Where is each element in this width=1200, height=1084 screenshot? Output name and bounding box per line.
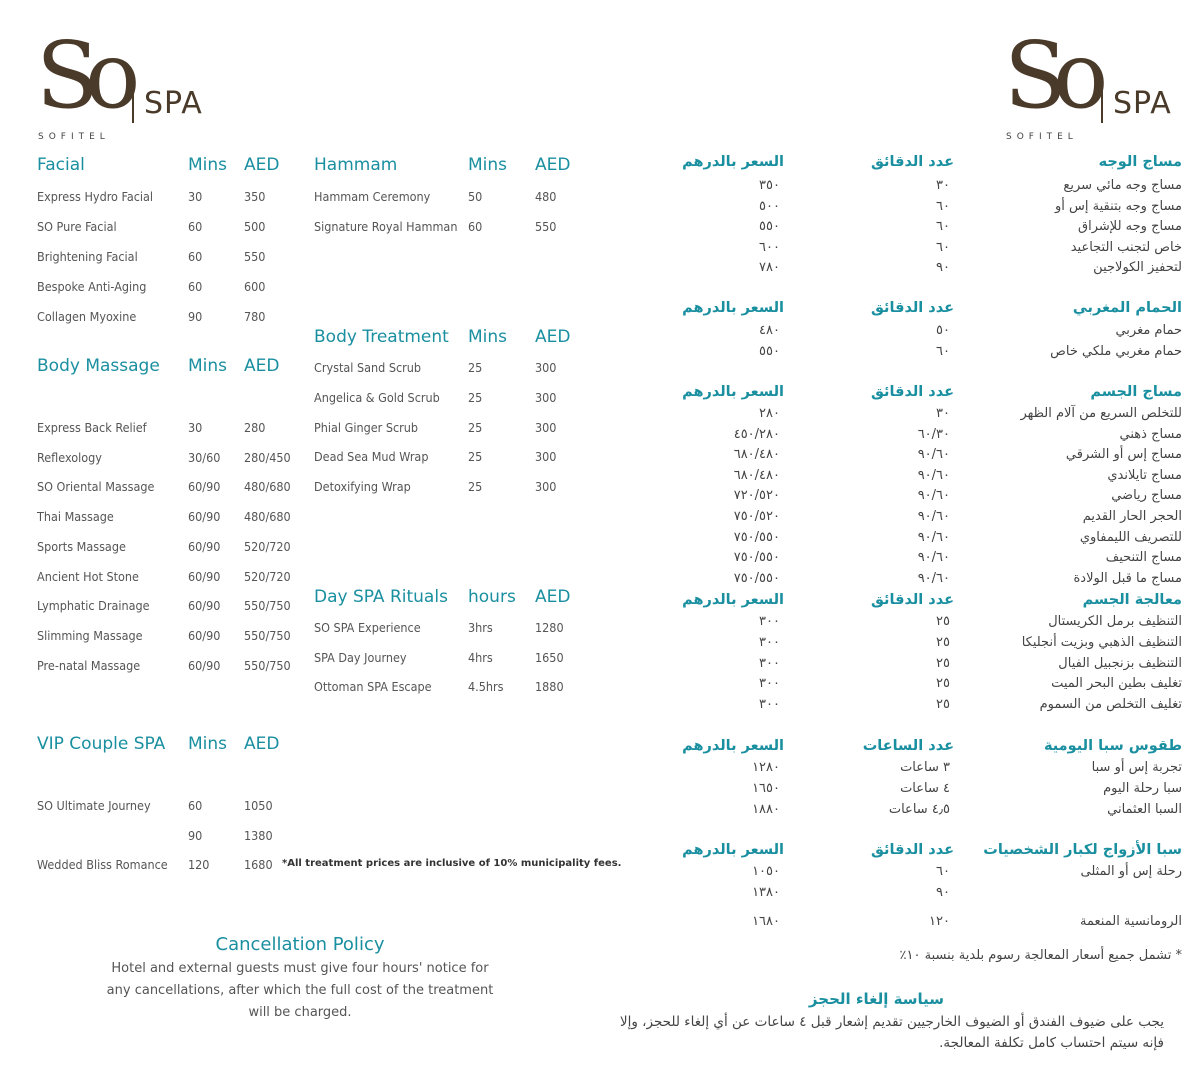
treatment-duration-ar: ٦٠/٣٠ bbox=[917, 427, 950, 442]
column-header-duration: hours bbox=[468, 587, 516, 607]
logo-divider bbox=[1101, 85, 1103, 123]
treatment-duration-ar: ٩٠/٦٠ bbox=[917, 509, 950, 524]
logo-spa-text: SPA bbox=[144, 86, 203, 121]
treatment-price-ar: ٥٥٠ bbox=[759, 219, 780, 234]
column-header-duration: Mins bbox=[468, 155, 508, 175]
section-title: Hammam bbox=[314, 155, 398, 175]
treatment-price-ar: ٦٠٠ bbox=[759, 240, 780, 255]
treatment-price: 1380 bbox=[244, 828, 273, 843]
treatment-name-ar: مساج ما قبل الولادة bbox=[1073, 571, 1182, 586]
column-header-price-ar: السعر بالدرهم bbox=[682, 592, 784, 608]
treatment-duration-ar: ٩٠/٦٠ bbox=[917, 488, 950, 503]
treatment-duration: 60 bbox=[188, 279, 203, 294]
treatment-duration-ar: ٤ ساعات bbox=[900, 781, 950, 796]
treatment-price: 1280 bbox=[535, 620, 564, 635]
treatment-price-ar: ٤٥٠/٢٨٠ bbox=[733, 427, 780, 442]
treatment-price-ar: ٧٥٠/٥٥٠ bbox=[733, 571, 780, 586]
treatment-name-ar: خاص لتجنب التجاعيد bbox=[1070, 240, 1182, 255]
treatment-name: SO Oriental Massage bbox=[37, 479, 155, 494]
treatment-price-ar: ٣٠٠ bbox=[759, 656, 780, 671]
treatment-name: Collagen Myoxine bbox=[37, 309, 137, 324]
treatment-price-ar: ١٠٥٠ bbox=[752, 864, 780, 879]
treatment-name: SO Pure Facial bbox=[37, 219, 117, 234]
treatment-price: 550/750 bbox=[244, 598, 291, 613]
treatment-price-ar: ١٦٥٠ bbox=[752, 781, 780, 796]
column-header-duration: Mins bbox=[188, 155, 228, 175]
treatment-price-ar: ٥٥٠ bbox=[759, 344, 780, 359]
treatment-duration: 30/60 bbox=[188, 450, 221, 465]
cancellation-body: Hotel and external guests must give four hours' notice for any cancellations, after which the full cost of the treatment will be charged. bbox=[106, 961, 494, 1020]
treatment-duration-ar: ٩٠/٦٠ bbox=[917, 530, 950, 545]
treatment-price-ar: ١٣٨٠ bbox=[752, 885, 780, 900]
section-title-ar: معالجة الجسم bbox=[1082, 592, 1182, 608]
treatment-price: 1650 bbox=[535, 650, 564, 665]
treatment-duration: 60/90 bbox=[188, 509, 221, 524]
treatment-price-ar: ٣٠٠ bbox=[759, 614, 780, 629]
treatment-name: Phial Ginger Scrub bbox=[314, 420, 419, 435]
treatment-duration-ar: ٦٠ bbox=[936, 864, 950, 879]
treatment-duration: 25 bbox=[468, 449, 483, 464]
section-title: Body Massage bbox=[37, 356, 160, 376]
cancellation-body-ar: يجب على ضيوف الفندق أو الضيوف الخارجيين تقديم إشعار قبل ٤ ساعات عن أي إلغاء للحجز، وإلا فإنه سيتم احتساب كامل تكلفة المعالجة. bbox=[619, 1014, 1164, 1051]
treatment-duration: 60/90 bbox=[188, 628, 221, 643]
column-header-price: AED bbox=[535, 587, 571, 607]
column-header-duration-ar: عدد الدقائق bbox=[870, 592, 954, 608]
treatment-name: SO SPA Experience bbox=[314, 620, 421, 635]
treatment-duration-ar: ٦٠ bbox=[936, 219, 950, 234]
treatment-name-ar: مساج وجه بتنقية إس أو bbox=[1054, 199, 1182, 214]
treatment-name-ar: تغليف بطين البحر الميت bbox=[1051, 676, 1182, 691]
treatment-duration-ar: ٩٠ bbox=[936, 260, 950, 275]
treatment-duration: 60/90 bbox=[188, 569, 221, 584]
treatment-duration: 60/90 bbox=[188, 479, 221, 494]
section-title-ar: مساج الوجه bbox=[1098, 154, 1182, 170]
treatment-name: Lymphatic Drainage bbox=[37, 598, 150, 613]
treatment-duration-ar: ٩٠/٦٠ bbox=[917, 550, 950, 565]
column-header-price-ar: السعر بالدرهم bbox=[682, 842, 784, 858]
treatment-price-ar: ١٦٨٠ bbox=[752, 914, 780, 929]
treatment-duration-ar: ٦٠ bbox=[936, 199, 950, 214]
treatment-duration: 60 bbox=[188, 249, 203, 264]
column-header-duration: Mins bbox=[188, 356, 228, 376]
treatment-name-ar: تغليف التخلص من السموم bbox=[1039, 697, 1182, 712]
logo-so-mark: So bbox=[1004, 22, 1095, 129]
treatment-price-ar: ٢٨٠ bbox=[759, 406, 780, 421]
treatment-duration-ar: ٢٥ bbox=[936, 635, 950, 650]
treatment-duration-ar: ٥٠ bbox=[936, 323, 950, 338]
treatment-price: 480 bbox=[535, 189, 557, 204]
treatment-name: Thai Massage bbox=[37, 509, 114, 524]
treatment-price-ar: ٦٨٠/٤٨٠ bbox=[733, 447, 780, 462]
treatment-name: Reflexology bbox=[37, 450, 102, 465]
price-note-ar: * تشمل جميع أسعار المعالجة رسوم بلدية بنسبة ١٠٪ bbox=[899, 948, 1182, 963]
treatment-duration-ar: ٢٥ bbox=[936, 697, 950, 712]
section-title: Facial bbox=[37, 155, 85, 175]
treatment-price: 500 bbox=[244, 219, 266, 234]
logo-spa-text: SPA bbox=[1113, 86, 1172, 121]
column-header-duration-ar: عدد الدقائق bbox=[870, 842, 954, 858]
treatment-name-ar: الرومانسية المنعمة bbox=[1080, 914, 1182, 929]
treatment-name: Dead Sea Mud Wrap bbox=[314, 449, 429, 464]
treatment-name-ar: مساج إس أو الشرقي bbox=[1065, 447, 1182, 462]
treatment-duration-ar: ٢٥ bbox=[936, 656, 950, 671]
treatment-name-ar: التنظيف بزنجبيل الفيال bbox=[1058, 656, 1182, 671]
column-header-duration-ar: عدد الساعات bbox=[862, 738, 954, 754]
treatment-duration: 30 bbox=[188, 189, 203, 204]
treatment-name-ar: للتصريف الليمفاوي bbox=[1079, 530, 1182, 545]
treatment-duration: 120 bbox=[188, 857, 210, 872]
treatment-price: 550 bbox=[244, 249, 266, 264]
treatment-name: Crystal Sand Scrub bbox=[314, 360, 422, 375]
treatment-name-ar: الحجر الحار القديم bbox=[1082, 509, 1182, 524]
treatment-duration: 60/90 bbox=[188, 598, 221, 613]
treatment-name-ar: مساج وجه للإشراق bbox=[1078, 219, 1182, 234]
treatment-duration-ar: ٣ ساعات bbox=[900, 760, 950, 775]
column-header-duration-ar: عدد الدقائق bbox=[870, 300, 954, 316]
treatment-duration: 60 bbox=[188, 219, 203, 234]
treatment-duration: 60/90 bbox=[188, 658, 221, 673]
treatment-name-ar: لتحفيز الكولاجين bbox=[1093, 260, 1182, 275]
treatment-name-ar: مساج تايلاندي bbox=[1107, 468, 1182, 483]
treatment-price: 280/450 bbox=[244, 450, 291, 465]
treatment-duration: 30 bbox=[188, 420, 203, 435]
treatment-name: SPA Day Journey bbox=[314, 650, 407, 665]
treatment-duration-ar: ٦٠ bbox=[936, 240, 950, 255]
treatment-duration-ar: ٣٠ bbox=[936, 406, 950, 421]
treatment-price-ar: ٣٠٠ bbox=[759, 676, 780, 691]
column-header-price-ar: السعر بالدرهم bbox=[682, 738, 784, 754]
treatment-price-ar: ٧٥٠/٥٥٠ bbox=[733, 530, 780, 545]
treatment-duration: 25 bbox=[468, 360, 483, 375]
section-title-ar: سبا الأزواج لكبار الشخصيات bbox=[983, 842, 1182, 858]
treatment-price-ar: ٦٨٠/٤٨٠ bbox=[733, 468, 780, 483]
treatment-duration-ar: ٤٫٥ ساعات bbox=[888, 802, 950, 817]
treatment-name-ar: حمام مغربي bbox=[1115, 323, 1182, 338]
treatment-price: 300 bbox=[535, 360, 557, 375]
treatment-price-ar: ١٢٨٠ bbox=[752, 760, 780, 775]
section-title-ar: الحمام المغربي bbox=[1072, 300, 1182, 316]
treatment-duration: 50 bbox=[468, 189, 483, 204]
treatment-price: 1050 bbox=[244, 798, 273, 813]
treatment-duration-ar: ٩٠ bbox=[936, 885, 950, 900]
treatment-name: Ancient Hot Stone bbox=[37, 569, 139, 584]
treatment-price: 780 bbox=[244, 309, 266, 324]
column-header-price-ar: السعر بالدرهم bbox=[682, 384, 784, 400]
treatment-name: Bespoke Anti-Aging bbox=[37, 279, 147, 294]
treatment-duration: 25 bbox=[468, 479, 483, 494]
logo-sofitel-text: SOFITEL bbox=[1006, 132, 1078, 142]
logo-divider bbox=[132, 85, 134, 123]
column-header-price: AED bbox=[535, 155, 571, 175]
treatment-price-ar: ٣٠٠ bbox=[759, 697, 780, 712]
treatment-price-ar: ٣٥٠ bbox=[759, 178, 780, 193]
treatment-duration: 90 bbox=[188, 828, 203, 843]
treatment-name: Brightening Facial bbox=[37, 249, 138, 264]
treatment-name: Signature Royal Hamman bbox=[314, 219, 458, 234]
treatment-name: Ottoman SPA Escape bbox=[314, 679, 432, 694]
treatment-duration: 25 bbox=[468, 420, 483, 435]
column-header-price: AED bbox=[535, 327, 571, 347]
section-title-ar: طقوس سبا اليومية bbox=[1043, 738, 1182, 754]
treatment-duration-ar: ١٢٠ bbox=[929, 914, 950, 929]
treatment-price-ar: ٧٨٠ bbox=[759, 260, 780, 275]
treatment-name-ar: مساج رياضي bbox=[1111, 488, 1182, 503]
treatment-duration-ar: ٩٠/٦٠ bbox=[917, 468, 950, 483]
treatment-name-ar: تجربة إس أو سبا bbox=[1091, 760, 1182, 775]
treatment-name-ar: التنظيف برمل الكريستال bbox=[1048, 614, 1182, 629]
treatment-duration: 25 bbox=[468, 390, 483, 405]
treatment-price: 1880 bbox=[535, 679, 564, 694]
treatment-price: 520/720 bbox=[244, 539, 291, 554]
treatment-price-ar: ٤٨٠ bbox=[759, 323, 780, 338]
column-header-price-ar: السعر بالدرهم bbox=[682, 300, 784, 316]
treatment-name: Pre-natal Massage bbox=[37, 658, 141, 673]
treatment-price: 480/680 bbox=[244, 479, 291, 494]
treatment-price: 300 bbox=[535, 390, 557, 405]
treatment-price: 550 bbox=[535, 219, 557, 234]
logo-sofitel-text: SOFITEL bbox=[38, 132, 110, 142]
section-title: VIP Couple SPA bbox=[37, 734, 166, 754]
treatment-duration: 90 bbox=[188, 309, 203, 324]
section-title-ar: مساج الجسم bbox=[1090, 384, 1182, 400]
treatment-duration-ar: ٦٠ bbox=[936, 344, 950, 359]
section-title: Day SPA Rituals bbox=[314, 587, 448, 607]
treatment-name-ar: مساج ذهني bbox=[1119, 427, 1182, 442]
logo-so-mark: So bbox=[36, 22, 127, 129]
treatment-duration: 60/90 bbox=[188, 539, 221, 554]
cancellation-title: Cancellation Policy bbox=[215, 934, 385, 955]
treatment-price-ar: ٧٥٠/٥٥٠ bbox=[733, 550, 780, 565]
treatment-name: Sports Massage bbox=[37, 539, 126, 554]
price-note: *All treatment prices are inclusive of 10% municipality fees. bbox=[282, 858, 622, 869]
section-title: Body Treatment bbox=[314, 327, 449, 347]
treatment-name: Wedded Bliss Romance bbox=[37, 857, 168, 872]
treatment-name: Detoxifying Wrap bbox=[314, 479, 411, 494]
treatment-name: Slimming Massage bbox=[37, 628, 143, 643]
treatment-duration-ar: ٣٠ bbox=[936, 178, 950, 193]
treatment-price: 1680 bbox=[244, 857, 273, 872]
treatment-duration: 3hrs bbox=[468, 620, 493, 635]
treatment-name-ar: سبا رحلة اليوم bbox=[1103, 781, 1182, 796]
treatment-name-ar: حمام مغربي ملكي خاص bbox=[1050, 344, 1182, 359]
treatment-price: 520/720 bbox=[244, 569, 291, 584]
treatment-duration: 4hrs bbox=[468, 650, 493, 665]
treatment-price: 550/750 bbox=[244, 658, 291, 673]
column-header-price-ar: السعر بالدرهم bbox=[682, 154, 784, 170]
treatment-price-ar: ٧٢٠/٥٢٠ bbox=[733, 488, 780, 503]
column-header-price: AED bbox=[244, 356, 280, 376]
treatment-name: Hammam Ceremony bbox=[314, 189, 431, 204]
treatment-price-ar: ١٨٨٠ bbox=[752, 802, 780, 817]
treatment-duration-ar: ٩٠/٦٠ bbox=[917, 571, 950, 586]
treatment-price: 300 bbox=[535, 479, 557, 494]
treatment-duration-ar: ٢٥ bbox=[936, 676, 950, 691]
treatment-price-ar: ٧٥٠/٥٢٠ bbox=[733, 509, 780, 524]
treatment-duration: 60 bbox=[468, 219, 483, 234]
cancellation-title-ar: سياسة إلغاء الحجز bbox=[808, 990, 944, 1008]
treatment-name-ar: رحلة إس أو المثلى bbox=[1080, 864, 1182, 879]
treatment-price: 300 bbox=[535, 449, 557, 464]
treatment-price: 350 bbox=[244, 189, 266, 204]
column-header-duration: Mins bbox=[188, 734, 228, 754]
treatment-name-ar: مساج وجه مائي سريع bbox=[1063, 178, 1182, 193]
treatment-name: SO Ultimate Journey bbox=[37, 798, 151, 813]
treatment-price-ar: ٣٠٠ bbox=[759, 635, 780, 650]
column-header-duration-ar: عدد الدقائق bbox=[870, 154, 954, 170]
treatment-name-ar: للتخلص السريع من آلام الظهر bbox=[1020, 406, 1182, 421]
treatment-price: 300 bbox=[535, 420, 557, 435]
treatment-name: Express Hydro Facial bbox=[37, 189, 154, 204]
treatment-name-ar: مساج التنحيف bbox=[1105, 550, 1182, 565]
treatment-duration: 4.5hrs bbox=[468, 679, 504, 694]
treatment-price-ar: ٥٠٠ bbox=[759, 199, 780, 214]
treatment-name: Angelica & Gold Scrub bbox=[314, 390, 440, 405]
treatment-duration: 60 bbox=[188, 798, 203, 813]
treatment-duration-ar: ٩٠/٦٠ bbox=[917, 447, 950, 462]
column-header-price: AED bbox=[244, 734, 280, 754]
treatment-name-ar: التنظيف الذهبي وبزيت أنجليكا bbox=[1021, 635, 1182, 650]
treatment-price: 480/680 bbox=[244, 509, 291, 524]
treatment-price: 280 bbox=[244, 420, 266, 435]
column-header-duration: Mins bbox=[468, 327, 508, 347]
treatment-duration-ar: ٢٥ bbox=[936, 614, 950, 629]
column-header-duration-ar: عدد الدقائق bbox=[870, 384, 954, 400]
treatment-name-ar: السبا العثماني bbox=[1107, 802, 1182, 817]
treatment-price: 600 bbox=[244, 279, 266, 294]
treatment-price: 550/750 bbox=[244, 628, 291, 643]
treatment-name: Express Back Relief bbox=[37, 420, 147, 435]
column-header-price: AED bbox=[244, 155, 280, 175]
